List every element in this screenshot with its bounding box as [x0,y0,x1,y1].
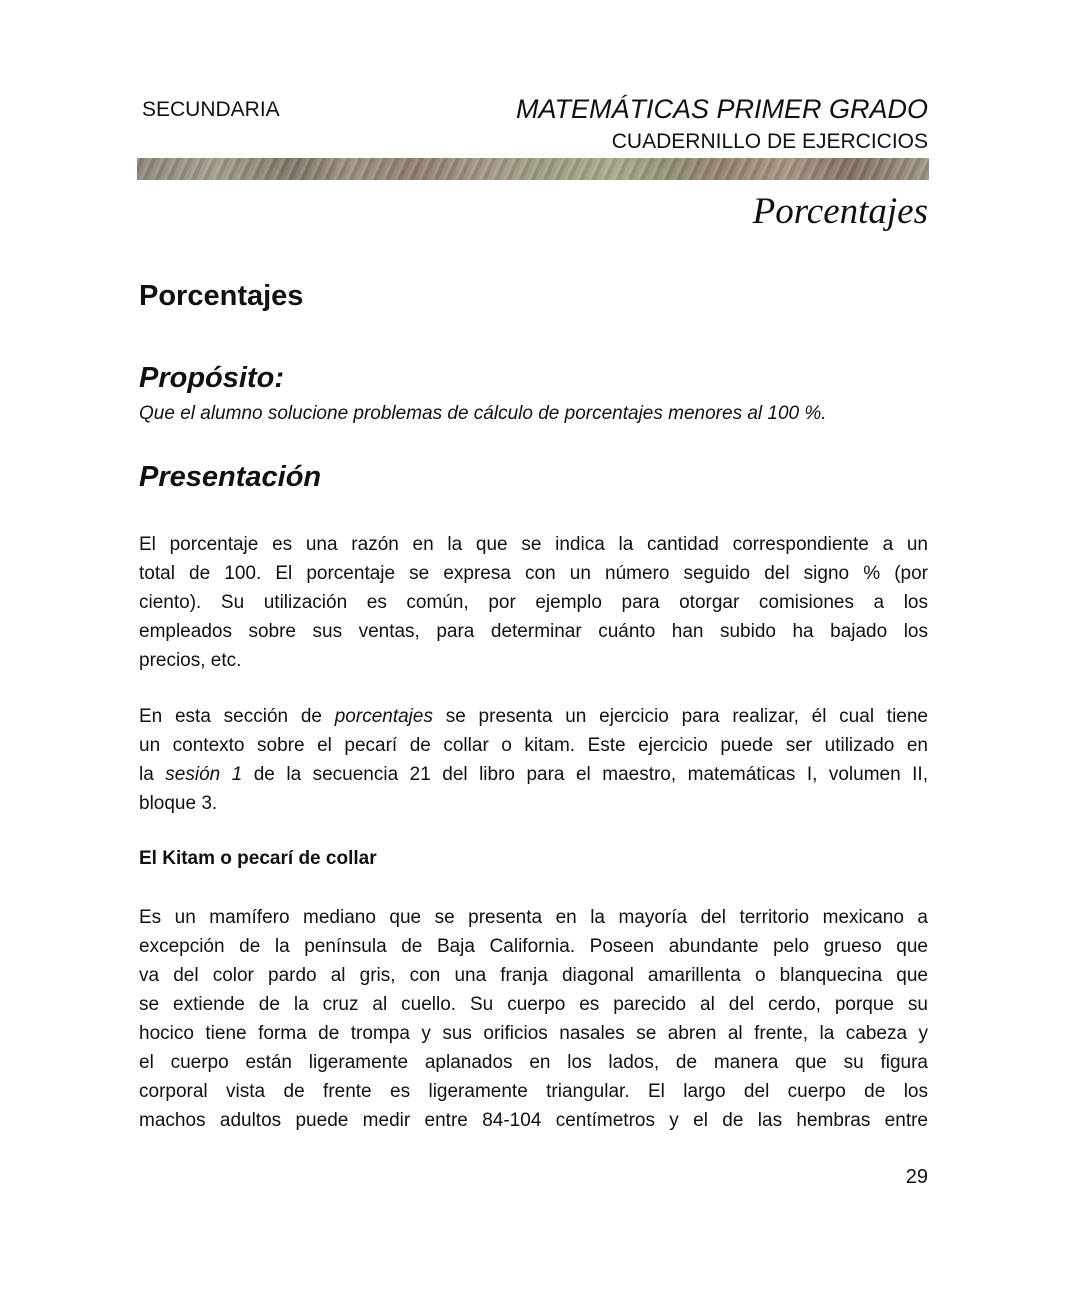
page-number: 29 [905,1166,928,1188]
emphasis: porcentajes [334,706,433,727]
header-title: MATEMÁTICAS PRIMER GRADO [515,94,928,124]
text-line: el cuerpo están ligeramente aplanados en los lados, de manera que su figura [139,1052,928,1073]
presentation-heading: Presentación [139,461,322,493]
header-level: SECUNDARIA [142,98,280,121]
emphasis: sesión 1 [165,764,243,785]
text: se presenta un ejercicio para realizar, él cual tiene [432,706,928,727]
text-line [139,760,928,789]
text-line: corporal vista de frente es ligeramente triangular. El largo del cuerpo de los [139,1081,928,1102]
purpose-text: Que el alumno solucione problemas de cálculo de porcentajes menores al 100 %. [139,403,827,424]
text-line: hocico tiene forma de trompa y sus orificios nasales se abren al frente, la cabeza y [139,1023,928,1044]
text-line: total de 100. El porcentaje se expresa con un número seguido del signo % (por [139,563,928,584]
presentation-paragraph-2 [139,702,928,818]
text-line: machos adultos puede medir entre 84-104 centímetros y el de las hembras entre [139,1110,928,1131]
text-line: va del color pardo al gris, con una franja diagonal amarillenta o blanquecina que [139,965,928,986]
text-line: excepción de la península de Baja California. Poseen abundante pelo grueso que [139,936,928,957]
kitam-subheading: El Kitam o pecarí de collar [139,848,377,869]
header-subtitle: CUADERNILLO DE EJERCICIOS [611,130,928,153]
decorative-texture-band [137,158,929,180]
text-line [139,702,928,731]
text-line: se extiende de la cruz al cuello. Su cuerpo es parecido al del cerdo, porque su [139,994,928,1015]
purpose-heading: Propósito: [139,362,284,394]
text-line: Es un mamífero mediano que se presenta en la mayoría del territorio mexicano a [139,907,928,928]
section-title: Porcentajes [752,191,928,232]
text-line: El porcentaje es una razón en la que se indica la cantidad correspondiente a un [139,534,928,555]
text: En esta sección de [139,706,335,727]
page-heading: Porcentajes [139,280,304,312]
text-line: un contexto sobre el pecarí de collar o kitam. Este ejercicio puede ser utilizado en [139,735,928,756]
presentation-paragraph-1 [139,530,928,675]
kitam-paragraph [139,903,928,1135]
text: de la secuencia 21 del libro para el maestro, matemáticas I, volumen II, [242,764,928,785]
text-line: bloque 3. [139,793,218,814]
text-line: precios, etc. [139,650,242,671]
text: la [139,764,166,785]
text-line: empleados sobre sus ventas, para determinar cuánto han subido ha bajado los [139,621,928,642]
text-line: ciento). Su utilización es común, por ejemplo para otorgar comisiones a los [139,592,928,613]
